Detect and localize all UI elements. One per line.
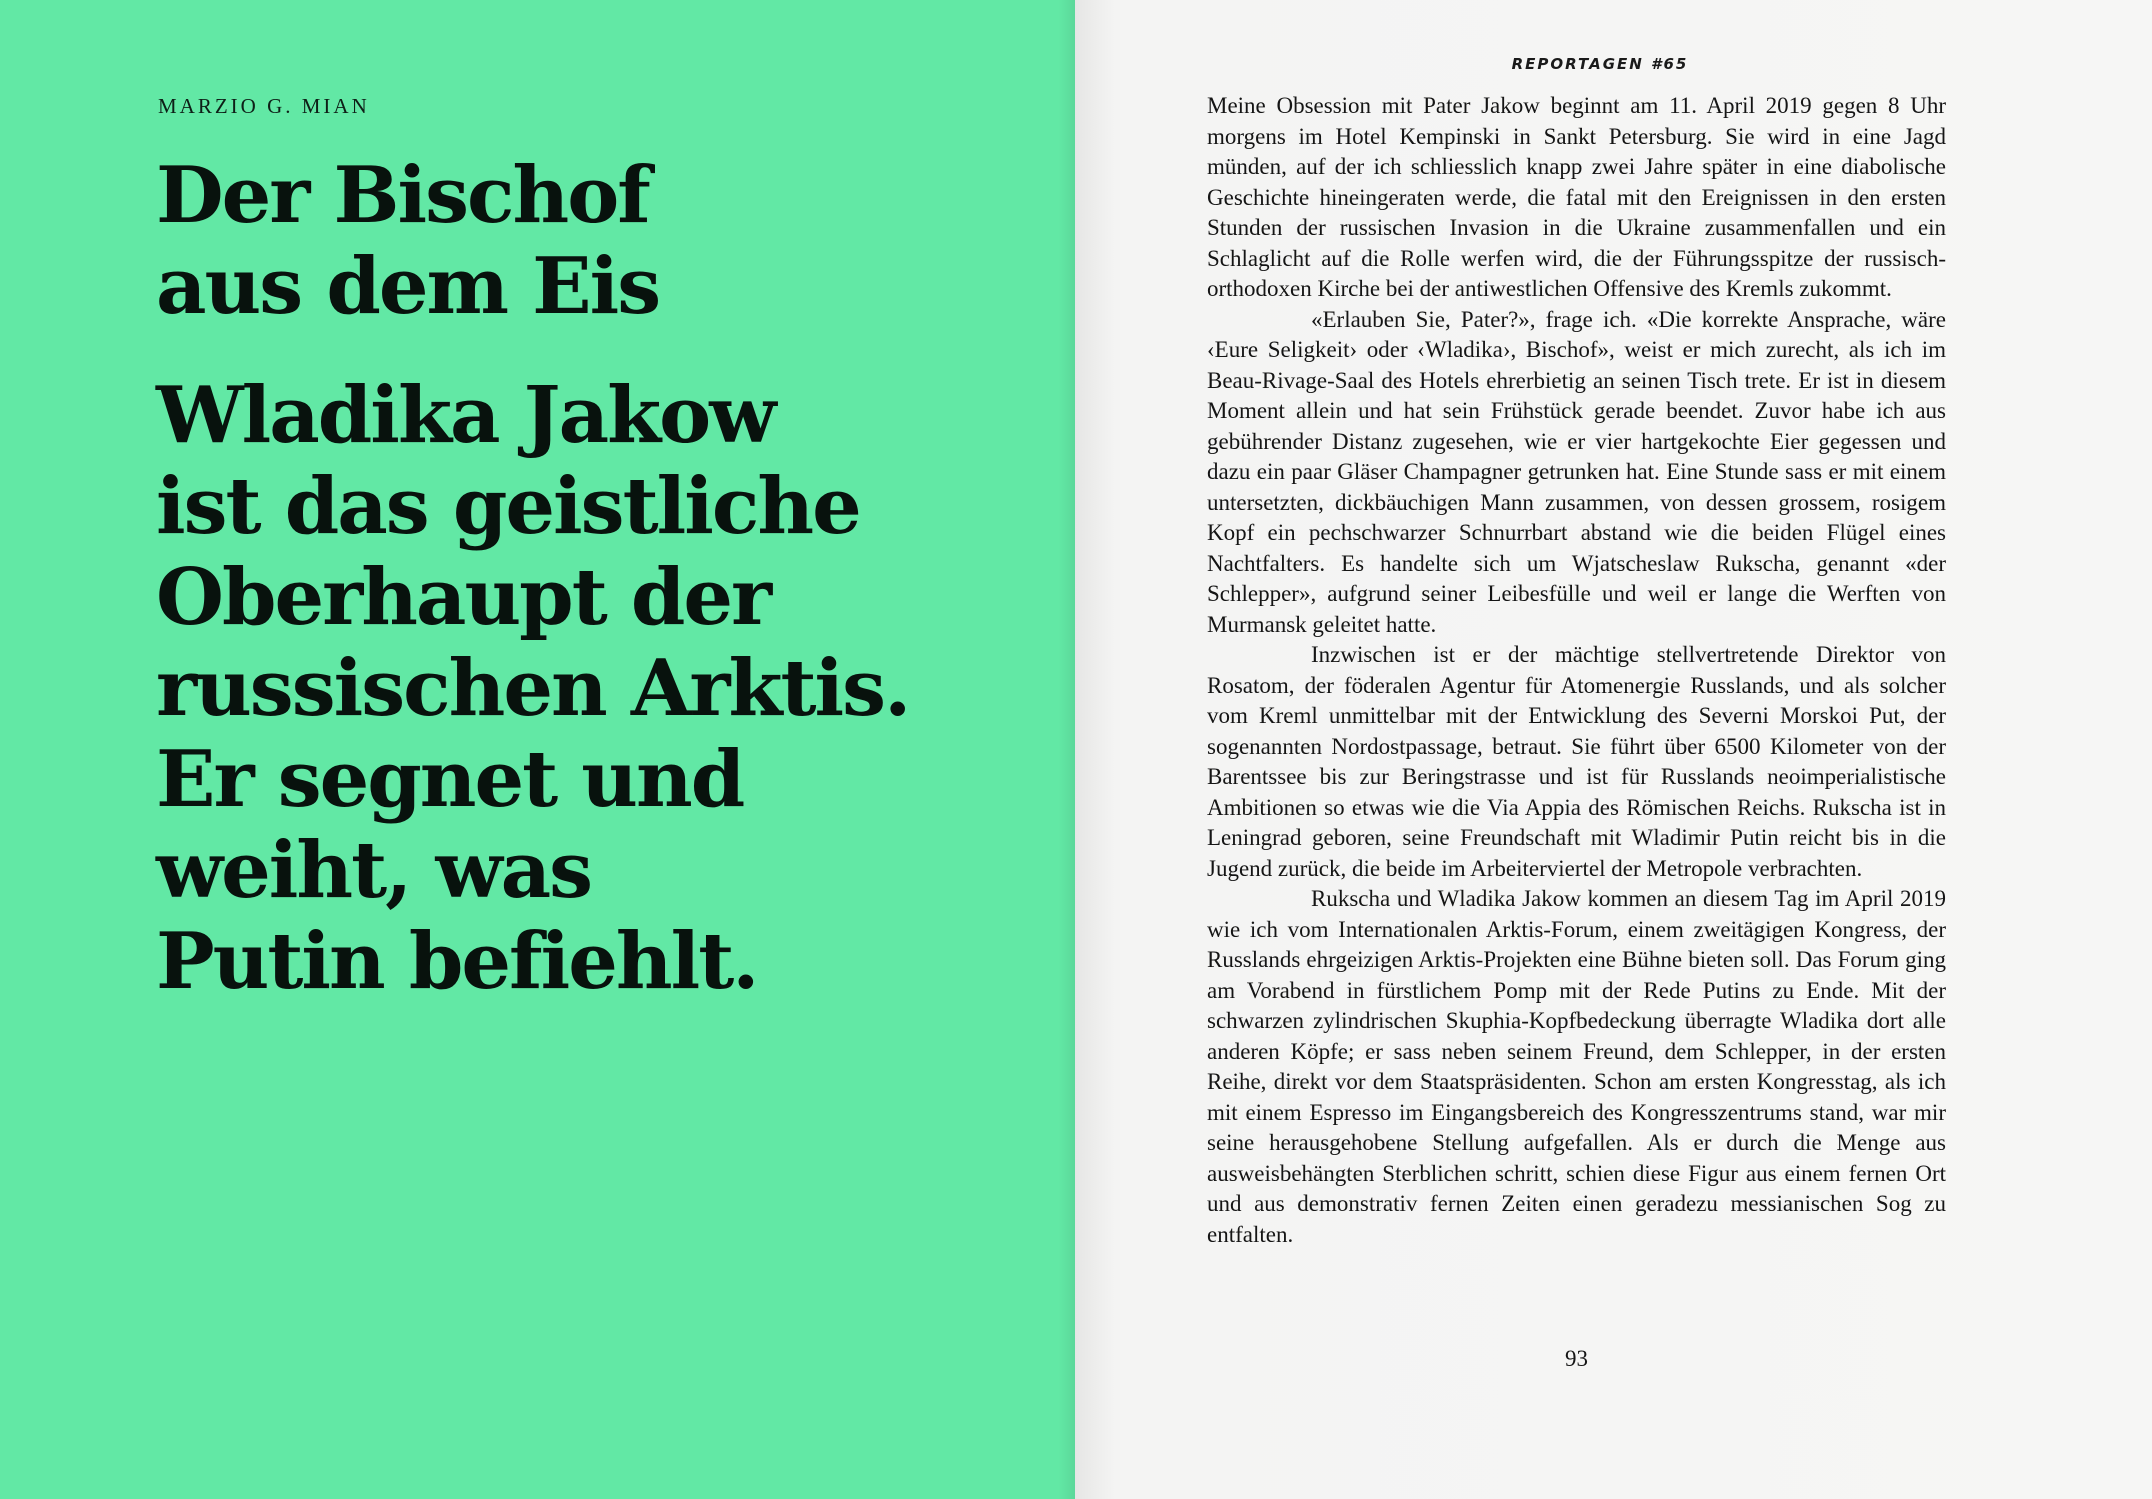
page-gutter-shadow xyxy=(1058,0,1075,1499)
body-paragraph: «Erlauben Sie, Pater?», frage ich. «Die korrekte Ansprache, wäre ‹Eure Seligkeit› oder ‹Wladika›, Bischof», weist er mich zurecht, als ich im Beau-Rivage-Saal des Hotels ehrerbietig an seinen Tisch trete. Er ist in diesem Moment allein und hat sein Frühstück gerade beendet. Zuvor habe ich aus gebührender Distanz zugesehen, wie er vier hartgekochte Eier gegessen und dazu ein paar Gläser Champagner getrunken hat. Eine Stunde sass er mit einem untersetzten, dickbäuchigen Mann zusammen, von dessen grossem, rosigem Kopf ein pechschwarzer Schnurrbart abstand wie die beiden Flügel eines Nachtfalters. Es handelte sich um Wjatscheslaw Rukscha, genannt «der Schlepper», aufgrund seiner Leibesfülle und weil er lange die Werften von Murmansk geleitet hatte. xyxy=(1207,306,1946,637)
body-paragraph: Meine Obsession mit Pater Jakow beginnt am 11. April 2019 gegen 8 Uhr morgens im Hotel Kempinski in Sankt Petersburg. Sie wird in eine Jagd münden, auf der ich schliesslich knapp zwei Jahre später in eine diabolische Geschichte hineingeraten werde, die fatal mit den Ereignissen in den ersten Stunden der russischen Invasion in die Ukraine zusammenfallen und ein Schlaglicht auf die Rolle werfen wird, die der Führungsspitze der russisch-orthodoxen Kirche bei der antiwestlichen Offensive des Kremls zukommt. xyxy=(1207,93,1946,301)
author-byline: MARZIO G. MIAN xyxy=(158,94,370,118)
running-head-text: REPORTAGEN #65 xyxy=(1511,55,1689,73)
page-number: 93 xyxy=(1565,1346,1588,1371)
body-paragraph: Inzwischen ist er der mächtige stellvertretende Direktor von Rosatom, der föderalen Agentur für Atomenergie Russlands, und als solcher vom Kreml unmittelbar mit der Entwicklung des Severni Morskoi Put, der sogenannten Nordostpassage, betraut. Sie führt über 6500 Kilometer von der Barentssee bis zur Beringstrasse und ist für Russlands neoimperialistische Ambitionen so etwas wie die Via Appia des Römischen Reichs. Rukscha ist in Leningrad geboren, seine Freundschaft mit Wladimir Putin reicht bis in die Jugend zurück, die beide im Arbeiterviertel der Metropole verbrachten. xyxy=(1207,642,1946,881)
subtitle-line: weiht, was xyxy=(156,825,592,916)
article-body xyxy=(1207,91,1946,1250)
running-head xyxy=(0,55,2152,73)
body-paragraph: Rukscha und Wladika Jakow kommen an diesem Tag im April 2019 wie ich vom Internationalen Arktis-Forum, einem zweitägigen Kongress, der Russlands ehrgeizigen Arktis-Projekten eine Bühne bieten soll. Das Forum ging am Vorabend in fürstlichem Pomp mit der Rede Putins zu Ende. Mit der schwarzen zylindrischen Skuphia-Kopfbedeckung überragte Wladika dort alle anderen Köpfe; er sass neben seinem Freund, dem Schlepper, in der ersten Reihe, direkt vor dem Staatspräsidenten. Schon am ersten Kongresstag, als ich mit einem Espresso im Eingangsbereich des Kongresszentrums stand, war mir seine herausgehobene Stellung aufgefallen. Als er durch die Menge aus ausweisbehängten Sterblichen schritt, schien diese Figur aus einem fernen Ort und aus demonstrativ fernen Zeiten einen geradezu messianischen Sog zu entfalten. xyxy=(1207,886,1946,1247)
subtitle-line: Oberhaupt der xyxy=(156,552,771,643)
title-line: Der Bischof xyxy=(156,150,649,241)
subtitle-line: Er segnet und xyxy=(156,734,744,825)
subtitle-line: Putin befiehlt. xyxy=(156,916,758,1007)
article-title xyxy=(156,150,1056,332)
subtitle-line: ist das geistliche xyxy=(156,461,860,552)
subtitle-line: russischen Arktis. xyxy=(156,643,910,734)
subtitle-line: Wladika Jakow xyxy=(156,370,775,461)
title-line: aus dem Eis xyxy=(156,241,660,332)
article-subtitle xyxy=(156,370,1056,1007)
